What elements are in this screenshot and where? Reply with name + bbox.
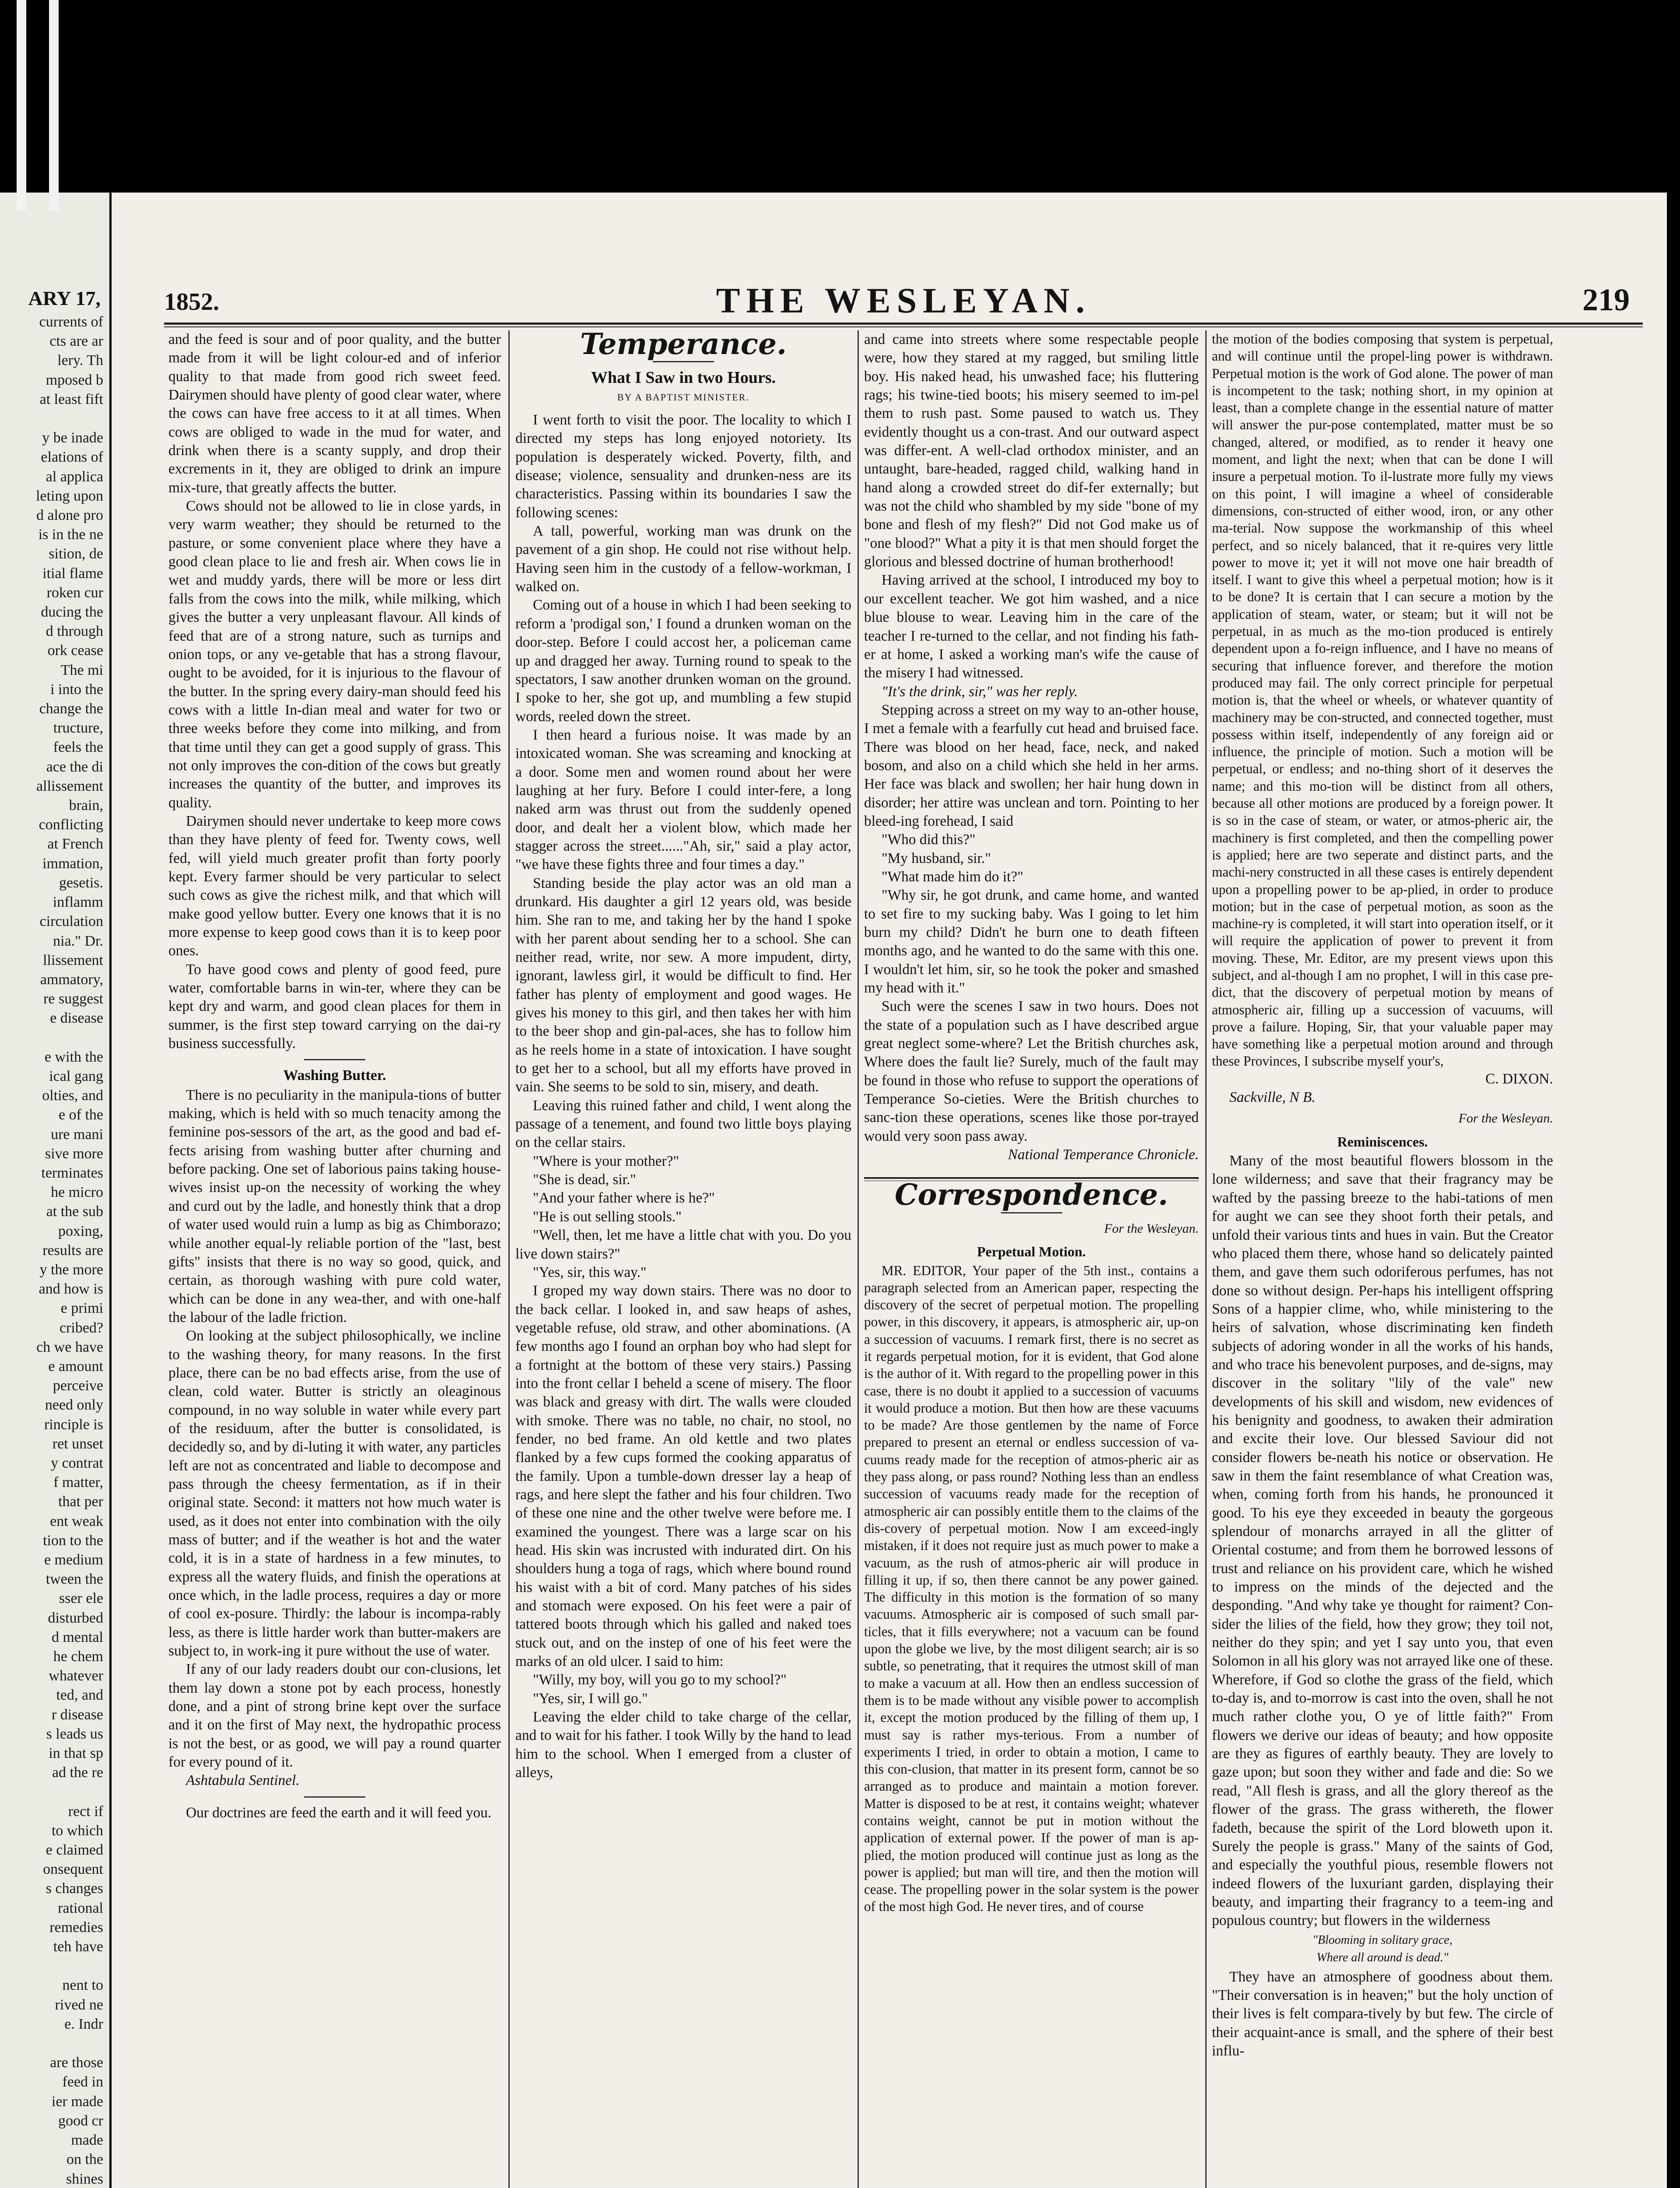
- dateline-place: Sackville, N B.: [1229, 1089, 1316, 1106]
- paragraph: Having arrived at the school, I introduced my boy to our excellent teacher. We got him washed, and a nice blue blouse to wear. Leaving him in the care of the teacher I re-turned to the cellar, and not finding his fath-er at home, I asked a working man's wife the cause of the misery I had witnessed.: [864, 572, 1199, 681]
- dialogue-line: "And your father where is he?": [533, 1190, 715, 1206]
- paragraph: I groped my way down stairs. There was no door to the back cellar. I looked in, and saw heaps of ashes, vegetable refuse, old straw, and other abominations. (A few months ago I found an orphan boy who had slept for a fortnight at the bottom of these very stairs.) Passing into the front cellar I beheld a scene of misery. The floor was black and greasy with dirt. The walls were clouded with smoke. There was no table, no chair, no stool, no fender, no bed frame. An old kettle and two plates flanked by a few cups formed the cooking apparatus of the family. Upon a tumble-down dresser lay a heap of rags, and here slept the father and his four children. Two of these one nine and the other twelve were before me. I examined the youngest. There was a large scar on his head. His skin was incrusted with indurated dirt. On his shoulders hung a toga of rags, which where bound round his waist with a bit of cord. Many patches of his sides and stomach were exposed. On his feet were a pair of tattered boots through which his galled and naked toes stuck out, and on the instep of one of his feet were the marks of an old ulcer. I said to him:: [515, 1283, 851, 1670]
- paragraph: Leaving the elder child to take charge of the cellar, and to wait for his father. I took Willy by the hand to lead him to the school. When I emerged from a cluster of alleys,: [515, 1709, 851, 1781]
- separator-rule: [304, 1796, 365, 1798]
- paragraph: Our doctrines are feed the earth and it will feed you.: [186, 1804, 492, 1821]
- issue-year: 1852.: [164, 288, 219, 316]
- article-title: What I Saw in two Hours.: [591, 368, 776, 387]
- paragraph: Dairymen should never undertake to keep more cows than they have plenty of feed for. Twenty cows, well fed, will yield much greater profit than forty poorly kept. Every farmer should be very particular to select such cows as give the richest milk, and that which will make good yellow butter. Every one knows that it is no more expense to keep good cows than it is to keep poor ones.: [168, 813, 501, 959]
- source-attribution: Ashtabula Sentinel.: [186, 1772, 300, 1789]
- paragraph: Many of the most beautiful flowers blossom in the lone wilderness; and save that their fragrancy may be wafted by the passing breeze to the habi-tations of men for aught we can see they shoot forth their petals, and unfold their various tints and hues in vain. But the Creator who placed them there, whose hand so delicately painted them, and gave them such odoriferous perfumes, has not done so without design. Per-haps his intelligent offspring Sons of a happier clime, who, while ministering to the heirs of salvation, whose discriminating ken findeth subjects of adoring wonder in all the works of his hands, and who trace his benevolent purposes, and de-signs, may discover in the solitary "lily of the vale" new developments of his skill and wisdom, new evidences of his benignity and goodness, to awaken their admiration and excite their love. Our blessed Saviour did not consider flowers be-neath his notice or observation. He saw in them the faint resemblance of what Creation was, when, coming forth from his hands, he pronounced it good. To his eye they exceeded in beauty the gorgeous splendour of monarchs arrayed in all the glitter of Oriental costume; and from them he borrowed lessons of trust and reliance on his provident care, which he wished to impress on the minds of the dejected and the desponding. "And why take ye thought for raiment? Con-sider the lilies of the field, how they grow; they toil not, neither do they spin; and yet I say unto you, that even Solomon in all his glory was not arrayed like one of these. Wherefore, if God so clothe the grass of the field, which to-day is, and to-morrow is cast into the oven, shall he not much rather clothe you, O ye of little faith?" From flowers we derive our ideas of beauty; and how opposite are they as figures of earthly beauty. They are lovely to gaze upon; but soon they wither and fade and die: So we read, "All flesh is grass, and all the glory thereof as the flower of the grass. The grass withereth, the flower fadeth, because the spirit of the Lord bloweth upon it. Surely the people is grass." Many of the saints of God, and especially the youthful pious, resemble flowers not indeed flowers of the luxuriant garden, displaying their beauty, and imparting their fragrancy to a teem-ing and populous country; but flowers in the wilderness: [1212, 1153, 1553, 1929]
- paragraph: and came into streets where some respectable people were, how they stared at my ragged, but smiling little boy. His naked head, his unwashed face; his fluttering rags; his twine-tied boots; his misery seemed to im-pel them to rush past. Some paused to watch us. They evidently thought us a con-trast. And our outward aspect was differ-ent. A well-clad orthodox minister, and an untaught, bare-headed, ragged child, walking hand in hand along a crowded street do dif-fer externally; but was not the child who shambled by my side "bone of my bone and flesh of my flesh?" Did not God make us of "one blood?" What a pity it is that men should forget the glorious and blessed doctrine of human brotherhood!: [864, 331, 1199, 570]
- dialogue-line: "Willy, my boy, will you go to my school?": [533, 1672, 787, 1688]
- page-header: [164, 280, 1643, 319]
- paragraph: "Why sir, he got drunk, and came home, and wanted to set fire to my sucking baby. Was I going to let him burn my child? Didn't he burn one to death fifteen months ago, and he wanted to do the same with this one. I wouldn't let him, sir, so he took the poker and smashed my head with it.": [864, 887, 1199, 996]
- dialogue-line: "Yes, sir, I will go.": [533, 1690, 648, 1707]
- poem-line: "Blooming in solitary grace,: [1312, 1933, 1452, 1947]
- header-rule: [164, 323, 1643, 325]
- poem-line: Where all around is dead.": [1316, 1950, 1449, 1964]
- article-title: Reminiscences.: [1337, 1133, 1428, 1150]
- section-heading-correspondence: Correspondence.: [895, 1178, 1168, 1212]
- paragraph: and the feed is sour and of poor quality, and the butter made from it will be light colour-ed and of inferior quality to that made from good rich sweet feed. Dairymen should have plenty of good clear water, where the cows can have free access to it at all times. When cows are obliged to wade in the mud for water, and drink when there is a scanty supply, and drop their excrements in it, they are obliged to drink an impure mix-ture, that greatly affects the butter.: [168, 331, 501, 496]
- film-edge-mark: [49, 0, 59, 210]
- paragraph: A tall, powerful, working man was drunk on the pavement of a gin shop. He could not rise without help. Having seen him in the custody of a fellow-workman, I walked on.: [515, 523, 851, 595]
- page-number: 219: [1582, 282, 1630, 317]
- for-the-wesleyan-label: For the Wesleyan.: [1458, 1111, 1553, 1126]
- separator-rule: [304, 1059, 365, 1060]
- column-divider: [508, 330, 510, 2188]
- dialogue-line: "Well, then, let me have a little chat with you. Do you live down stairs?": [515, 1227, 851, 1262]
- column-4: [1212, 330, 1553, 2188]
- paragraph: Coming out of a house in which I had been seeking to reform a 'prodigal son,' I found a drunken woman on the door-step. Before I could accost her, a policeman came up and dragged her away. Turning round to speak to the spectators, I saw another drunken woman on the ground. I spoke to her, she got up, and mumbling a few stupid words, reeled down the street.: [515, 597, 851, 725]
- paragraph: I then heard a furious noise. It was made by an intoxicated woman. She was screaming and knocking at a door. Some men and women round about her were laughing at her fury. Before I could inter-fere, a long naked arm was thrust out from the suddenly opened door, and dealt her a violent blow, which made her stagger across the street......"Ah, sir," said a play actor, "we have these fights three and four times a day.": [515, 726, 851, 873]
- paragraph: Stepping across a street on my way to an-other house, I met a female with a fearfully cut head and bruised face. There was blood on her head, face, neck, and naked bosom, and also on a child which she held in her arms. Her face was black and swollen; her hair hung down in disorder; her attire was unclean and torn. Pointing to her bleed-ing forehead, I said: [864, 701, 1199, 829]
- dialogue-line: "Who did this?": [882, 831, 976, 848]
- newspaper-title: THE WESLEYAN.: [716, 281, 1091, 320]
- column-divider: [1205, 330, 1207, 2188]
- for-the-wesleyan-label: For the Wesleyan.: [1104, 1221, 1199, 1236]
- source-attribution: National Temperance Chronicle.: [1008, 1147, 1199, 1163]
- dialogue-line: "She is dead, sir.": [533, 1171, 636, 1188]
- column-2: [515, 330, 851, 2188]
- paragraph: Leaving this ruined father and child, I went along the passage of a tenement, and found two little boys playing on the cellar stairs.: [515, 1097, 851, 1151]
- paragraph: To have good cows and plenty of good feed, pure water, comfortable barns in win-ter, where they can be kept dry and warm, and good clean places for them in summer, is the first step toward carrying on the dai-ry business successfully.: [168, 961, 501, 1052]
- dialogue-line: "It's the drink, sir," was her reply.: [882, 683, 1078, 700]
- byline: BY A BAPTIST MINISTER.: [617, 391, 749, 403]
- previous-page-heading: ARY 17,: [28, 287, 101, 309]
- separator-rule: [1001, 1212, 1062, 1213]
- signature: C. DIXON.: [1485, 1070, 1553, 1087]
- paragraph: the motion of the bodies composing that system is perpetual, and will continue until the propel-ling power is withdrawn. Perpetual motion is the work of God alone. The power of man is incompetent to the task; nothing short, in my opinion at least, than a complete change in the essential nature of matter will answer the pur-pose contemplated, matter must be so changed, altered, or modified, as to render it heavy one moment, and light the next; when that can be done I will insure a perpetual motion. To il-lustrate more fully my views on this point, I will imagine a wheel of considerable dimensions, con-structed of either wood, iron, or any other ma-terial. Now suppose the workmanship of this wheel perfect, and so nicely balanced, that it re-quires very little power to move it; yet it will not move one hair breadth of itself. I want to give this wheel a perpetual motion; how is it to be done? It is certain that I can secure a motion by the application of steam, water, or steam; but it will not be perpetual, in as much as the mo-tion produced is entirely dependent upon a fo-reign influence, and I have no means of securing that influence forever, and therefore the motion produced may fail. The only correct principle for perpetual motion is, that the wheel or wheels, or whatever quantity of machinery may be con-structed, and connected together, must possess within itself, independently of any foreign aid or influence, the principle of motion. Such a motion will be perpetual, or endless; and no-thing short of it deserves the name; and this mo-tion will be distinct from all others, because all other motions are produced by a foreign power. It is so in the case of steam, or water, or atmos-pheric air, the machinery is first completed, and then the compelling power is applied; here are two seperate and distinct parts, and the machi-nery constructed in all these cases is entirely dependent upon a propelling power to be ap-plied, in order to produce motion; but in the case of perpetual motion, as soon as the machine-ry is completed, it will start into operation itself, or it will require the application of power to prevent it from moving. These, Mr. Editor, are my present views upon this subject, and al-though I am no prophet, I will in this case pre-dict, that the discovery of perpetual motion by means of atmospheric air, filling up a succession of vacuums, will prove a failure. Hoping, Sir, that your valuable paper may have something like a perpetual motion around and through these Provinces, I subscribe myself your's,: [1212, 331, 1553, 1069]
- column-3: [864, 330, 1199, 2188]
- article-title: Washing Butter.: [283, 1067, 386, 1084]
- header-rule-thin: [164, 326, 1643, 327]
- paragraph: Cows should not be allowed to lie in close yards, in very warm weather; they should be returned to the pasture, or some convenient place where they have a good clean place to lie and fresh air. When cows lie in wet and muddy yards, there will be more or less dirt falls from the cows into the milk, while milking, which gives the butter a very unpleasant flavour. All kinds of feed that are of a strong nature, such as turnips and onion tops, or any ve-getable that has a strong flavour, ought to be avoided, for it is injurious to the flavour of the butter. In the spring every dairy-man should feed his cows with a little In-dian meal and water for two or three weeks before they come into milking, and from that time until they can get a good supply of grass. This not only improves the con-dition of the cows but greatly increases the quantity of the butter, and improves its quality.: [168, 498, 501, 811]
- paragraph: MR. EDITOR, Your paper of the 5th inst., contains a paragraph selected from an American paper, respecting the discovery of the secret of perpetual motion. The propelling power, in this discovery, it appears, is atmospheric air, up-on a succession of vacuums. I remark first, there is no secret as it regards perpetual motion, for it is evident, that God alone is the author of it. With regard to the propelling power in this case, there is no doubt it applied to a succession of vacuums it would produce a motion. But then how are these vacuums to be made? Are those gentlemen by the name of Force prepared to present an eternal or endless succession of va-cuums ready made for the reception of atmos-pheric air as they pass along, or pass round? Nothing less than an endless succession of vacuums ready made for the reception of atmospheric air can possibly entitle them to the claims of the dis-covery of perpetual motion. Now I am exceed-ingly mistaken, if it does not require just as much power to make a vacuum, as the rush of atmos-pheric air will produce in filling it up, if so, then there cannot be any power gained. The difficulty in this motion is the formation of so many vacuums. Atmospheric air is composed of such small par-ticles, that it fills everywhere; not a vacuum can be found upon the globe we live, by the most diligent search; air is so subtle, so penetrating, that it requires the utmost skill of man to make a vacuum at all. How then an endless succession of them is to be made without any visible power to accomplish it, except the motion produced by the filling of them up, I must say is rather mys-terious. From a number of experiments I tried, in order to obtain a motion, I came to this con-clusion, that matter in its present form, cannot be so arranged as to produce and maintain a motion forever. Matter is disposed to be at rest, it contains weight; whatever contains weight, cannot be put in motion without the application of external power. If the power of man is ap-plied, the motion produced will continue just as long as the power is applied; but man will tire, and then the motion will cease. The propelling power in the solar system is the power of the most high God. He never tires, and of course: [864, 1262, 1199, 1914]
- paragraph: They have an atmosphere of goodness about them. "Their conversation is in heaven;" but the holy unction of their lives is felt compara-tively by but few. The circle of their acquaint-ance is small, and the sphere of their best influ-: [1212, 1968, 1553, 2059]
- paragraph: I went forth to visit the poor. The locality to which I directed my steps has long enjoyed notoriety. Its population is desperately wicked. Poverty, filth, and disease; violence, sensuality and drunken-ness are its characteristics. Passing within its boundaries I saw the following scenes:: [515, 412, 851, 521]
- column-1: [168, 330, 501, 2188]
- dialogue-line: "My husband, sir.": [882, 850, 991, 866]
- dialogue-line: "What made him do it?": [882, 868, 1023, 885]
- dialogue-line: "He is out selling stools.": [533, 1208, 682, 1225]
- previous-page-text-fragments: currents of cts are ar lery. Th mposed b at least fift y be inade elations of al applica leting upon d alone pro is in the ne sition, de itial flame roken cur ducing the d through ork cease The mi i into the change the tructure, feels the ace the di allissement brain, conflicting at French immation, gesetis. inflamm circulation nia." Dr. llissement ammatory, re suggest e disease e with the ical gang olties, and e of the ure mani sive more terminates he micro at the sub poxing, results are y the more and how is e primi cribed? ch we have e amount perceive need only rinciple is ret unset y contrat f matter, that per ent weak tion to the e medium tween the sser ele disturbed d mental he chem whatever ted, and r disease s leads us in that sp ad the re rect if to which e claimed onsequent s changes rational remedies teh have nent to rived ne e. Indr are those feed in ier made good cr made on the shines: [36, 314, 103, 2187]
- paragraph: If any of our lady readers doubt our con-clusions, let them lay down a stone pot by each process, honestly done, and a pint of strong brine kept over the surface and it on the first of May next, the hydropathic process is not the best, or as good, we will pay a round quarter for every pound of it.: [168, 1661, 501, 1771]
- separator-rule: [653, 361, 714, 362]
- dialogue-line: "Where is your mother?": [533, 1153, 679, 1169]
- dialogue-line: "Yes, sir, this way.": [533, 1264, 647, 1280]
- paragraph: Such were the scenes I saw in two hours. Does not the state of a population such as I have described argue great neglect some-where? Let the British churches ask, Where does the fault lie? Surely, much of the fault may be found in those who refuse to support the operations of Temperance So-cieties. Were the British churches to sanc-tion these operations, scenes like those por-trayed would very soon pass away.: [864, 998, 1199, 1144]
- film-edge-mark: [17, 0, 26, 210]
- paragraph: There is no peculiarity in the manipula-tions of butter making, which is held with so much tenacity among the feminine pos-sessors of the art, as the good and bad ef-fects arising from washing butter after churning and before packing. One set of laborious pains taking house-wives insist up-on the necessity of working the whey and curd out by the ladle, and honestly think that a drop of water used would ruin a lump as big as Chimborazo; while another equal-ly reliable portion of the "last, best gifts" insists that there is no way so good, quick, and certain, as thorough washing with pure cold water, which can be done in any wea-ther, and with one-half the labour of the ladle friction.: [168, 1087, 501, 1325]
- section-heading-temperance: Temperance.: [580, 330, 787, 361]
- paragraph: On looking at the subject philosophically, we incline to the washing theory, for many reasons. In the first place, there can be no bad effects arise, from the use of clean, cold water. Butter is strictly an oleaginous compound, in no way soluble in water while every part of the residuum, after the butter is consolidated, is decidedly so, and by di-luting it with water, any particles left are not as concentrated and liable to decompose and pass through the cheesy fermentation, as if in their original state. Second: it matters not how much water is used, as it does not enter into combination with the oily mass of butter; and if the weather is hot and the water cold, it is in a state of hardness in a few minutes, to express all the watery fluids, and finish the operations at once which, in the ladle process, requires a day or more of cool ex-posure. Thirdly: the labour is incompa-rably less, as there is little harder work than butter-makers are subject to, in work-ing it pure without the use of water.: [168, 1328, 501, 1659]
- article-title: Perpetual Motion.: [977, 1244, 1086, 1260]
- paragraph: Standing beside the play actor was an old man a drunkard. His daughter a girl 12 years old, was beside him. She ran to me, and taking her by the hand I spoke with her parent about sending her to a school. She can neither read, write, nor sew. A more impudent, dirty, ignorant, lawless girl, it would be difficult to find. Her father has plenty of employment and good wages. He gives his money to this girl, and then takes her with him to the beer shop and gin-pal-aces, she has to follow him as he reels home in a state of intoxication. I have sought to get her to a school, but all my efforts have proved in vain. She seems to be sold to sin, misery, and death.: [515, 875, 851, 1095]
- previous-page-edge: [0, 193, 109, 2188]
- column-divider: [858, 330, 859, 2188]
